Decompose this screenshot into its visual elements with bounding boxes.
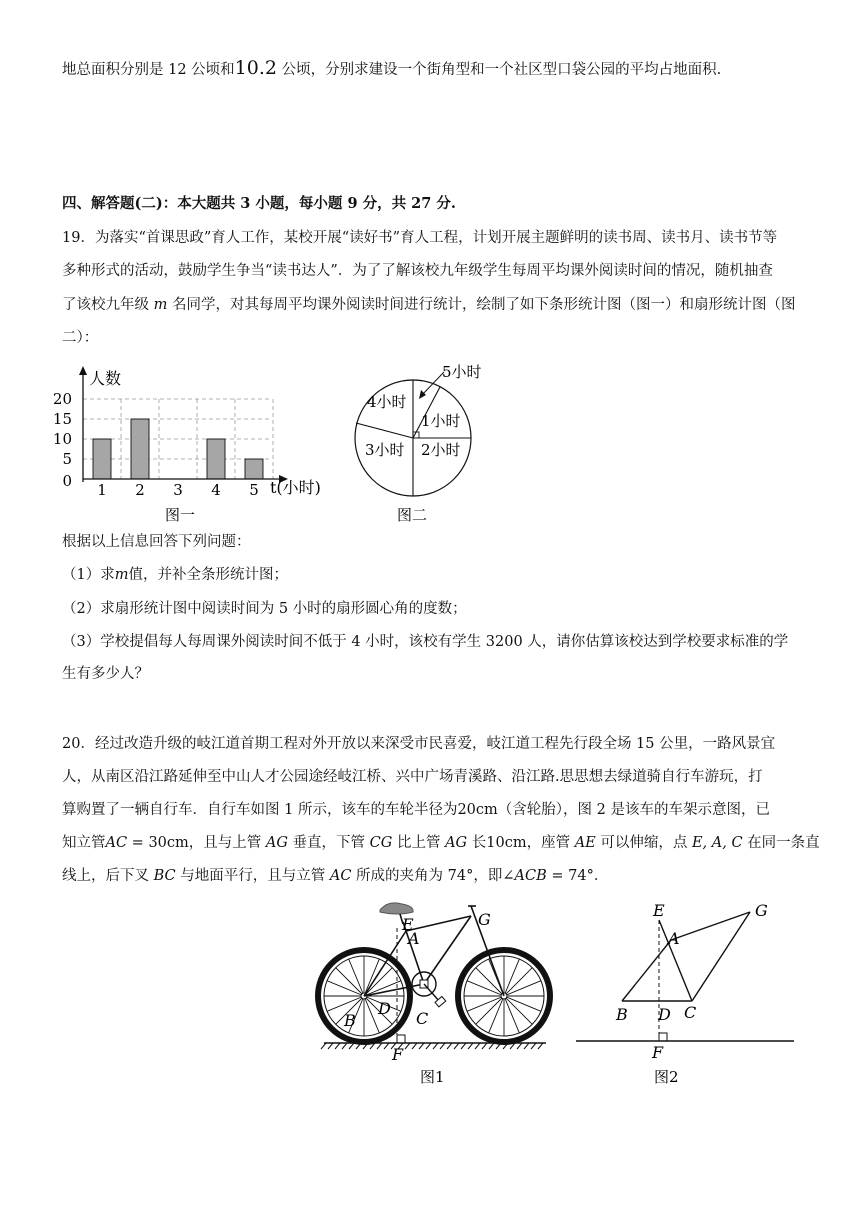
q19-line-3-b: 名同学，对其每周平均课外阅读时间进行统计，绘制了如下条形统计图（图一）和扇形统计图（图 <box>171 297 796 313</box>
q20-l5-f: ACB <box>514 868 547 884</box>
pie-caption: 图二 <box>397 506 428 524</box>
label-C-fig2: C <box>684 1003 697 1022</box>
fig1-caption: 图1 <box>420 1068 445 1086</box>
bar-caption: 图一 <box>165 506 196 524</box>
bar-5 <box>245 459 263 479</box>
wheel-radius: 20cm <box>457 802 498 818</box>
q20-l4-h: AG <box>445 835 468 851</box>
q20-l4-c: = 30cm，且与上管 <box>127 835 266 851</box>
label-G-fig1: G <box>478 910 491 929</box>
label-B-fig1: B <box>344 1011 356 1030</box>
q20-line-1: 20．经过改造升级的岐江道首期工程对外开放以来深受市民喜爱，岐江道工程先行段全场 15 公里，一路风景宜 <box>62 736 776 752</box>
pie-chart <box>345 362 505 527</box>
q20-l4-d: AG <box>265 835 288 851</box>
section-header: 四、解答题(二)：本大题共 3 小题，每小题 9 分，共 27 分. <box>62 195 456 212</box>
right-angle-mark-fig2 <box>659 1033 667 1041</box>
x-tick-label: 5 <box>249 481 259 499</box>
q20-line-2: 人，从南区沿江路延伸至中山人才公园途经岐江桥、兴中广场青溪路、沿江路.思思想去绿道骑自行车游玩，打 <box>62 769 763 785</box>
q19-sub-1-a: （1）求 <box>62 567 115 583</box>
frame-lines <box>622 912 750 1001</box>
label-D-fig2: D <box>658 1005 671 1024</box>
q19-prompt: 根据以上信息回答下列问题： <box>62 534 251 550</box>
label-D-fig1: D <box>378 999 391 1018</box>
pie-label-3h: 3小时 <box>365 441 405 459</box>
q20-l4-g: 比上管 <box>392 835 446 851</box>
q19-line-3-a: 了该校九年级 <box>62 297 149 313</box>
bike-seat <box>380 903 413 914</box>
q20-l5-d: AC <box>329 868 352 884</box>
q20-l4-i: 长10cm，座管 <box>467 835 575 851</box>
q20-l4-f: CG <box>369 835 393 851</box>
frame-diagram <box>572 898 802 1093</box>
bar-x-label: t(小时) <box>270 478 321 497</box>
fig2-caption: 图2 <box>654 1068 679 1086</box>
bar-y-arrow <box>79 366 87 375</box>
intro-line <box>62 58 721 80</box>
label-C-fig1: C <box>416 1009 429 1028</box>
q19-sub-1-b: 值，并补全条形统计图； <box>128 567 288 583</box>
q20-line-5 <box>62 866 608 886</box>
q19-sub-2: （2）求扇形统计图中阅读时间为 5 小时的扇形圆心角的度数； <box>62 601 467 617</box>
q20-line-3-c: （含轮胎），图 2 是该车的车架示意图，已 <box>497 802 770 818</box>
q20-l4-l: E, A, C <box>691 835 743 851</box>
bar-y-ticks <box>53 390 72 490</box>
q20-l4-b: AC <box>105 835 128 851</box>
q19-line-1: 19．为落实“首课思政”育人工作，某校开展“读好书”育人工程，计划开展主题鲜明的读书周、读书月、读书节等 <box>62 230 778 246</box>
q20-l5-a: 线上，后下叉 <box>62 868 154 884</box>
label-F-fig2: F <box>652 1043 664 1062</box>
bar-chart <box>52 362 345 527</box>
bar-grid <box>83 399 273 479</box>
q20-line-4 <box>62 833 820 853</box>
x-tick-label: 2 <box>135 481 145 499</box>
bicycle-figure <box>318 898 568 1093</box>
pie-label-2h: 2小时 <box>421 441 461 459</box>
q20-l4-e: 垂直，下管 <box>287 835 370 851</box>
q19-line-2: 多种形式的活动，鼓励学生争当“读书达人”．为了了解该校九年级学生每周平均课外阅读时间的情况，随机抽查 <box>62 263 773 279</box>
x-tick-label: 1 <box>97 481 107 499</box>
label-G-fig2: G <box>755 901 768 920</box>
pie-label-5h: 5小时 <box>442 363 482 381</box>
q19-sub-1 <box>62 565 288 585</box>
label-E-fig1: E <box>402 915 414 934</box>
q19-line-3 <box>62 295 795 315</box>
q20-l4-k: 可以伸缩，点 <box>595 835 692 851</box>
right-angle-mark-fig1 <box>397 1035 405 1043</box>
q19-sub-3b: 生有多少人？ <box>62 666 149 682</box>
pie-label-4h: 4小时 <box>367 393 407 411</box>
y-tick-label: 10 <box>52 430 72 448</box>
q20-l4-j: AE <box>574 835 596 851</box>
label-F-fig1: F <box>392 1045 404 1064</box>
x-tick-label: 4 <box>211 481 221 499</box>
var-m: m <box>153 297 168 313</box>
bar-series <box>93 419 263 479</box>
q19-line-4: 二）： <box>62 330 99 346</box>
q20-l4-m: 在同一条直 <box>742 835 820 851</box>
label-A-fig2: A <box>668 929 680 948</box>
var-m-2: m <box>114 567 129 583</box>
bar-x-ticks <box>97 481 259 499</box>
pie-divider-left <box>356 423 413 438</box>
bar-y-label: 人数 <box>89 369 122 388</box>
y-tick-label: 20 <box>52 390 72 408</box>
intro-text-2: 公顷，分别求建设一个街角型和一个社区型口袋公园的平均占地面积. <box>276 62 722 78</box>
q20-line-3 <box>62 800 770 820</box>
y-tick-label: 15 <box>52 410 72 428</box>
y-tick-label: 0 <box>62 472 72 490</box>
q20-l4-a: 知立管 <box>62 835 106 851</box>
q20-l5-c: 与地面平行，且与立管 <box>175 868 330 884</box>
pie-leader-line <box>421 372 444 396</box>
q19-sub-3a: （3）学校提倡每人每周课外阅读时间不低于 4 小时，该校有学生 3200 人，请你估算该校达到学校要求标准的学 <box>62 634 789 650</box>
pie-label-1h: 1小时 <box>421 412 461 430</box>
label-B-fig2: B <box>616 1005 628 1024</box>
q20-l5-e: 所成的夹角为 74°，即∠ <box>351 868 515 884</box>
q20-l5-b: BC <box>153 868 176 884</box>
y-tick-label: 5 <box>62 450 72 468</box>
x-tick-label: 3 <box>173 481 183 499</box>
crank-arm <box>424 984 440 1002</box>
bar-1 <box>93 439 111 479</box>
bar-4 <box>207 439 225 479</box>
label-E-fig2: E <box>653 901 665 920</box>
intro-text-1: 地总面积分别是 12 公顷和 <box>62 62 235 78</box>
label-A-fig1: A <box>408 929 420 948</box>
q20-l5-g: = 74°． <box>546 868 609 884</box>
q20-line-3-a: 算购置了一辆自行车．自行车如图 1 所示，该车的车轮半径为 <box>62 802 458 818</box>
intro-number: 10.2 <box>234 57 277 79</box>
bar-2 <box>131 419 149 479</box>
